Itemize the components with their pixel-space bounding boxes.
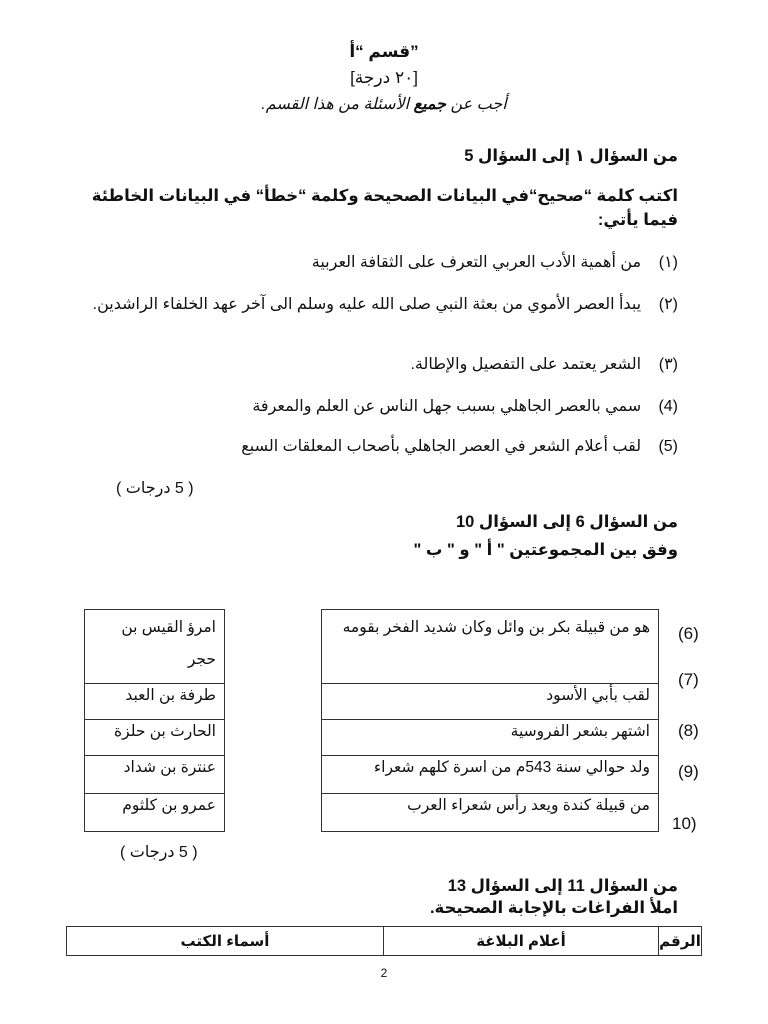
match-number: (8) xyxy=(678,721,699,740)
question-number: (٣) xyxy=(658,356,678,373)
question-number: (4) xyxy=(658,398,678,415)
rhetoric-table xyxy=(66,926,702,956)
table-header-row xyxy=(67,927,702,956)
question-text: من أهمية الأدب العربي التعرف على الثقافة العربية xyxy=(311,254,642,271)
question-2 xyxy=(78,292,678,318)
match-number: (9) xyxy=(678,762,699,781)
part1-instruction: اكتب كلمة “صحيح“في البيانات الصحيحة وكلمة “خطأ“ في البيانات الخاطئة فيما يأتي: xyxy=(91,187,678,229)
question-text: يبدأ العصر الأموي من بعثة النبي صلى الله عليه وسلم الى آخر عهد الخلفاء الراشدين. xyxy=(92,296,642,313)
question-number: (٢) xyxy=(658,296,678,313)
part2-instruction: وفق بين المجموعتين " أ " و " ب " xyxy=(413,541,678,559)
group-a-item: من قبيلة كندة ويعد رأس شعراء العرب xyxy=(322,794,659,832)
section-title: قسم “أ” xyxy=(349,42,419,61)
column-header-books: أسماء الكتب xyxy=(67,927,384,956)
group-a-item: ولد حوالي سنة 543م من اسرة كلهم شعراء xyxy=(322,756,659,794)
question-text: سمي بالعصر الجاهلي بسبب جهل الناس عن العلم والمعرفة xyxy=(252,398,642,415)
question-number: (5) xyxy=(658,438,678,455)
match-number: 10) xyxy=(672,814,697,833)
match-number: (7) xyxy=(678,670,699,689)
part2-marks: ( 5 درجات ) xyxy=(120,844,198,861)
group-b-item: امرؤ القيس بن حجر xyxy=(85,610,225,684)
part3-instruction: املأ الفراغات بالإجابة الصحيحة. xyxy=(429,899,678,917)
group-a-item: اشتهر بشعر الفروسية xyxy=(322,720,659,756)
instruction-post: الأسئلة من هذا القسم. xyxy=(261,96,414,113)
part3-heading: من السؤال 11 إلى السؤال 13 xyxy=(447,877,678,895)
part1-marks: ( 5 درجات ) xyxy=(116,480,194,497)
group-a-item: هو من قبيلة بكر بن وائل وكان شديد الفخر بقومه xyxy=(322,610,659,684)
section-instruction xyxy=(0,94,768,114)
question-5 xyxy=(78,436,678,456)
question-number: (١) xyxy=(658,254,678,271)
page-number: 2 xyxy=(380,966,388,980)
section-marks: [٢٠ درجة] xyxy=(350,68,418,87)
match-number: (6) xyxy=(678,624,699,643)
group-b-item: عنترة بن شداد xyxy=(85,756,225,794)
group-b-item: طرفة بن العبد xyxy=(85,684,225,720)
question-3 xyxy=(78,354,678,374)
question-text: لقب أعلام الشعر في العصر الجاهلي بأصحاب المعلقات السبع xyxy=(241,438,642,455)
question-1 xyxy=(78,252,678,272)
group-b-item: عمرو بن كلثوم xyxy=(85,794,225,832)
column-header-number: الرقم xyxy=(659,927,702,956)
group-b-item: الحارث بن حلزة xyxy=(85,720,225,756)
group-a-item: لقب بأبي الأسود xyxy=(322,684,659,720)
instruction-bold: جميع xyxy=(413,96,447,113)
question-text: الشعر يعتمد على التفصيل والإطالة. xyxy=(410,356,642,373)
group-a-table xyxy=(321,609,659,832)
question-4 xyxy=(78,396,678,416)
group-b-table xyxy=(84,609,225,832)
column-header-rhetoricians: أعلام البلاغة xyxy=(384,927,659,956)
instruction-pre: أجب عن xyxy=(446,96,507,113)
part1-heading: من السؤال ١ إلى السؤال 5 xyxy=(464,147,678,165)
part2-heading: من السؤال 6 إلى السؤال 10 xyxy=(455,513,678,531)
